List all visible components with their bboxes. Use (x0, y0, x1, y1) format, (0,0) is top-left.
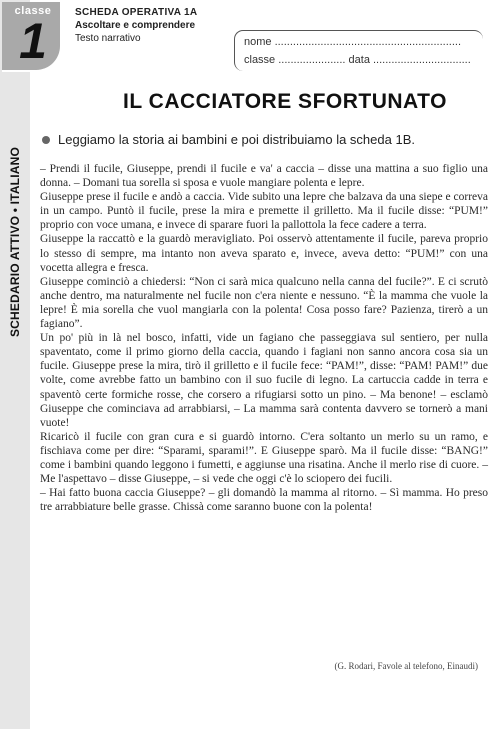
bullet-icon (42, 136, 50, 144)
class-badge (2, 2, 62, 72)
citation: (G. Rodari, Favole al telefono, Einaudi) (334, 661, 478, 671)
instruction-text: Leggiamo la storia ai bambini e poi distribuiamo la scheda 1B. (58, 132, 415, 147)
page-title: IL CACCIATORE SFORTUNATO (123, 90, 447, 113)
worksheet-code: SCHEDA OPERATIVA 1A (75, 7, 198, 18)
badge-number: 1 (19, 13, 47, 69)
story-paragraph: Giuseppe cominciò a chiedersi: “Non ci sarà mica qualcuno nella canna del fucile?”. E ci scrutò anche dentro, ma naturalmente nel fucile non c'era niente e nessuno. “È la mamma che vuole la lepre! È mia sorella che vuol mangiarla con la polenta! Cosa posso fare? Pazienza, tirerò a un fagiano”. (40, 275, 488, 331)
story-paragraph: – Hai fatto buona caccia Giuseppe? – gli domandò la mamma al ritorno. – Sì mamma. Ho preso tre arrabbiature belle grasse. Chissà come saranno buone con la polenta! (40, 487, 488, 514)
worksheet-genre: Testo narrativo (75, 33, 141, 44)
story-text (40, 162, 488, 514)
story-paragraph: – Prendi il fucile, Giuseppe, prendi il fucile e va' a caccia – disse una mattina a suo figlio una donna. – Domani tua sorella si sposa e vuole mangiare polenta e lepre. (40, 163, 488, 190)
worksheet-header (75, 6, 240, 45)
worksheet-skill: Ascoltare e comprendere (75, 20, 196, 31)
vertical-label-area (0, 92, 30, 392)
instruction (40, 132, 480, 147)
class-date-field[interactable]: classe ...................... data ................................ (244, 54, 471, 66)
sidebar (0, 0, 30, 729)
story-paragraph: Giuseppe prese il fucile e andò a caccia. Vide subito una lepre che balzava da una siepe e correva in un campo. Puntò il fucile, prese la mira e premette il grilletto. Ma il fucile disse: “PUM!” proprio con voce umana, e invece di sparare fuori la pallottola la fece cadere a terra. (40, 191, 488, 232)
subject-label: SCHEDARIO ATTIVO • ITALIANO (8, 146, 22, 338)
name-field[interactable]: nome ............................................................. (244, 36, 461, 48)
badge-label: classe (14, 5, 52, 17)
story-paragraph: Ricaricò il fucile con gran cura e si guardò intorno. C'era soltanto un merlo su un ramo, e fischiava come per dire: “Sparami, sparami!”. E Giuseppe sparò. Ma il fucile disse: “BANG!” come i bambini quando leggono i fumetti, e aggiunse una risatina. Anche il merlo rise di cuore. – Me l'aspettavo – disse Giuseppe, – si vede che oggi c'è lo sciopero dei fucili. (40, 430, 488, 486)
story-paragraph: Un po' più in là nel bosco, infatti, vide un fagiano che passeggiava sul sentiero, per nulla spaventato, come il primo giorno della caccia, quando i fagiani non sanno ancora cosa sia un fucile. Giuseppe prese la mira, tirò il grilletto e il fucile fece: “PAM!”, disse: “PAM! PAM!” due volte, come avrebbe fatto un bambino con il suo fucile di legno. La cartuccia cadde in terra e spaventò certe formiche rosse, che corsero a rifugiarsi sotto un pino. – Ma benone! – esclamò Giuseppe che cominciava ad arrabbiarsi, – La mamma sarà contenta davvero se tornerò a mani vuote! (40, 332, 488, 429)
story-paragraph: Giuseppe la raccattò e la guardò meravigliato. Poi osservò attentamente il fucile, pareva proprio lo stesso di sempre, ma intanto non aveva sparato e, invece, aveva detto: “PUM!” con una vocetta allegra e fresca. (40, 233, 488, 274)
